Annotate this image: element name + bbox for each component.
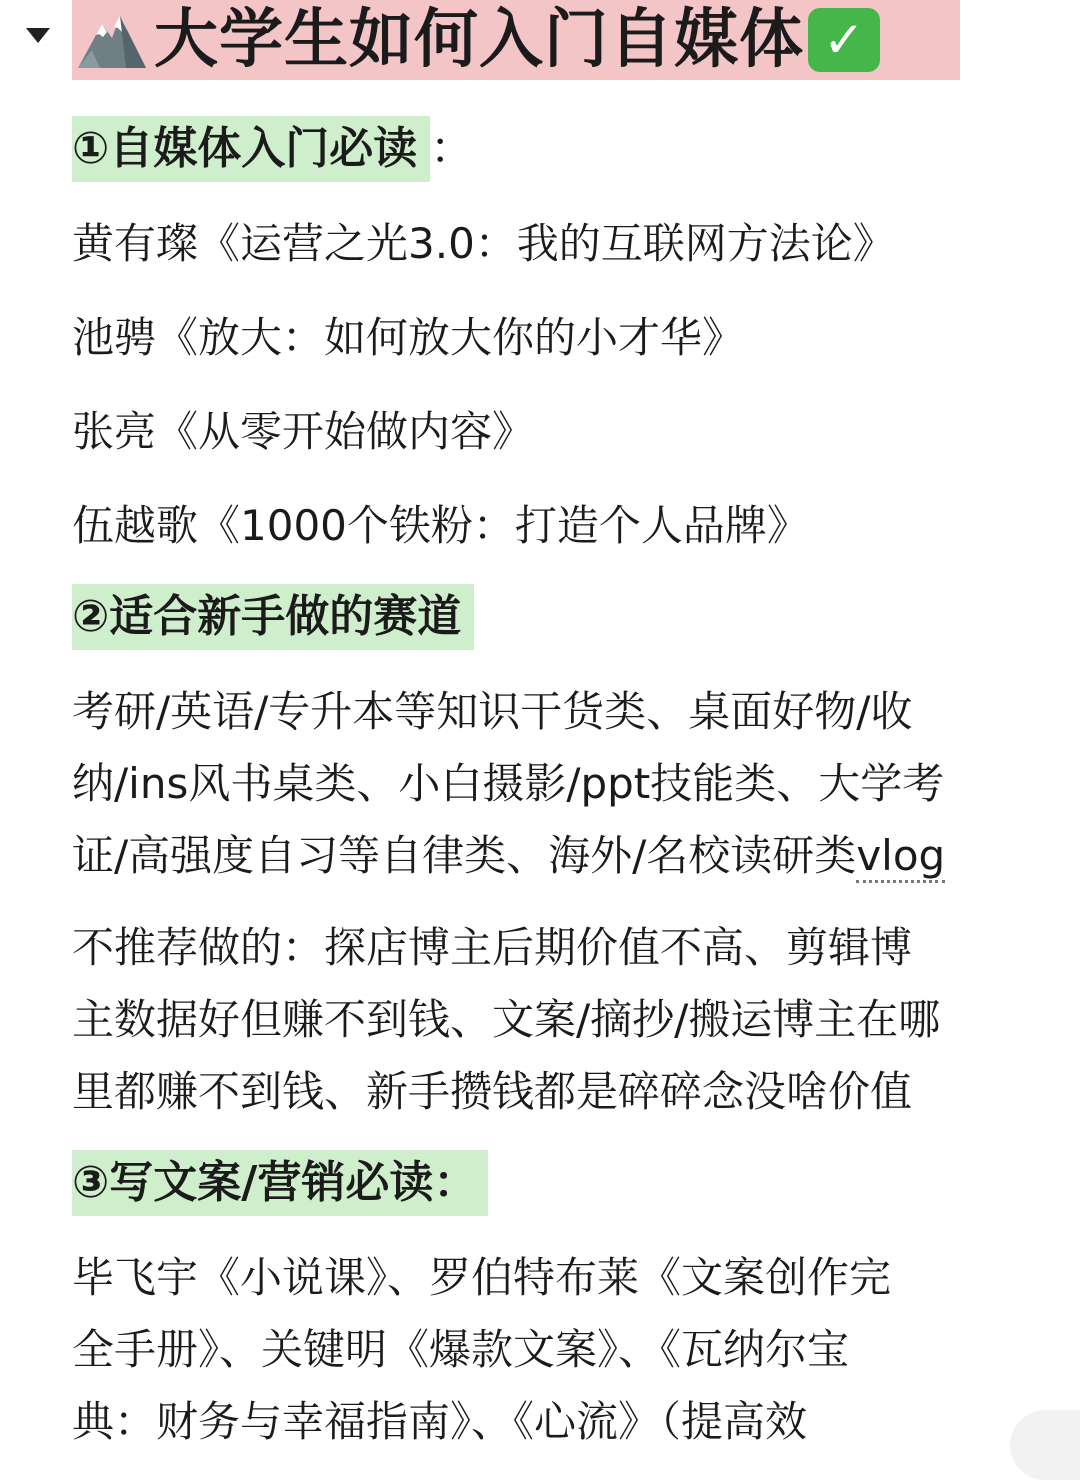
check-mark-glyph: ✓: [823, 11, 865, 69]
paragraph-line: [72, 820, 1002, 892]
section-heading-3-text: ③写文案/营销必读：: [72, 1157, 478, 1208]
not-recommended-paragraph: [72, 912, 1002, 1128]
section-heading-1-text: ①自媒体入门必读: [72, 123, 418, 174]
section-heading-3: [72, 1150, 488, 1216]
book-item: 张亮《从零开始做内容》: [72, 407, 535, 456]
book-item: 伍越歌《1000个铁粉：打造个人品牌》: [72, 501, 809, 550]
section-heading-2-text: ②适合新手做的赛道: [72, 591, 462, 642]
paragraph-line: 典：财务与幸福指南》、《心流》（提高效: [72, 1397, 808, 1446]
snow-capped-mountain-icon: [76, 10, 148, 70]
paragraph-line: 主数据好但赚不到钱、文案/摘抄/搬运博主在哪: [72, 995, 941, 1044]
title-text: 大学生如何入门自媒体: [154, 3, 804, 77]
paragraph-line: 里都赚不到钱、新手攒钱都是碎碎念没啥价值: [72, 1067, 913, 1116]
paragraph-line: 纳/ins风书桌类、小白摄影/ppt技能类、大学考: [72, 759, 945, 808]
page-title: [72, 0, 960, 80]
check-mark-button-icon: [808, 8, 880, 72]
recommended-tracks-paragraph: [72, 676, 1002, 892]
paragraph-line: 全手册》、关键明《爆款文案》、《瓦纳尔宝: [72, 1325, 850, 1374]
section-heading-2: [72, 584, 474, 650]
spellcheck-word[interactable]: vlog: [856, 831, 945, 883]
copywriting-books-paragraph: [72, 1242, 1002, 1458]
paragraph-line: 不推荐做的：探店博主后期价值不高、剪辑博: [72, 923, 913, 972]
paragraph-line: 毕飞宇《小说课》、罗伯特布莱《文案创作完: [72, 1253, 892, 1302]
collapse-toggle-icon[interactable]: [26, 28, 50, 43]
scroll-indicator[interactable]: [1010, 1410, 1080, 1480]
book-item: 池骋《放大：如何放大你的小才华》: [72, 313, 745, 362]
paragraph-line-text: 证/高强度自习等自律类、海外/名校读研类: [72, 831, 857, 880]
section-heading-1: [72, 116, 430, 182]
paragraph-line: 考研/英语/专升本等知识干货类、桌面好物/收: [72, 687, 913, 736]
section-heading-1-suffix: ：: [430, 123, 474, 174]
book-item: 黄有璨《运营之光3.0：我的互联网方法论》: [72, 219, 895, 268]
